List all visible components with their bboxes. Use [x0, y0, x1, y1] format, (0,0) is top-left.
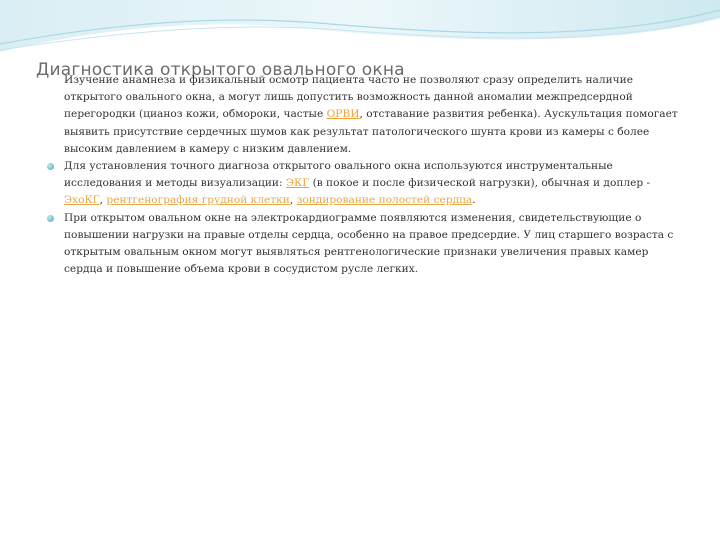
slide-body [44, 72, 684, 278]
link-orvi[interactable]: ОРВИ [326, 108, 360, 121]
separator: , [99, 194, 107, 207]
link-chest-xray[interactable]: рентгенография грудной клетки [106, 194, 290, 207]
bullet-text: При открытом овальном окне на электрокардиограмме появляются изменения, свидетельствующие о повышении нагрузки на правые отделы сердца, особенно на правое предсердие. У лиц старшего возраста с открытым овальным окном могут выявляться рентгенологические признаки увеличения правых камер сердца и повышение объема крови в сосудистом русле легких. [64, 211, 674, 276]
bullet-item-3 [44, 210, 684, 279]
bullet-text: , отставание развития ребенка). Аускультация помогает выявить присутствие сердечных шумов как результат патологического шунта крови из камеры с более высоким давлением в камеру с низким давлением. [64, 108, 678, 155]
bullet-text: Изучение анамнеза и физикальный осмотр пациента часто не позволяют сразу определить наличие открытого овального окна, а могут лишь допустить возможность данной аномалии межпредсердной перегородки (цианоз кожи, обмороки, частые [64, 74, 634, 121]
bullet-text: Для установления точного диагноза открытого овального окна используются инструментальные исследования и методы визуализации: [64, 160, 613, 190]
bullet-item-1 [44, 72, 684, 158]
slide-title: Диагностика открытого овального окна [36, 60, 405, 80]
bullet-text: (в покое и после физической нагрузки), обычная и доплер - [309, 177, 651, 190]
bullet-item-2 [44, 158, 684, 210]
bullet-dot-icon [47, 163, 54, 170]
link-heart-probing[interactable]: зондирование полостей сердца [296, 194, 473, 207]
separator: , [289, 194, 297, 207]
link-echokg[interactable]: ЭхоКГ [64, 194, 100, 207]
link-ekg[interactable]: ЭКГ [285, 177, 310, 190]
sentence-end: . [472, 194, 476, 207]
bullet-dot-icon [47, 215, 54, 222]
